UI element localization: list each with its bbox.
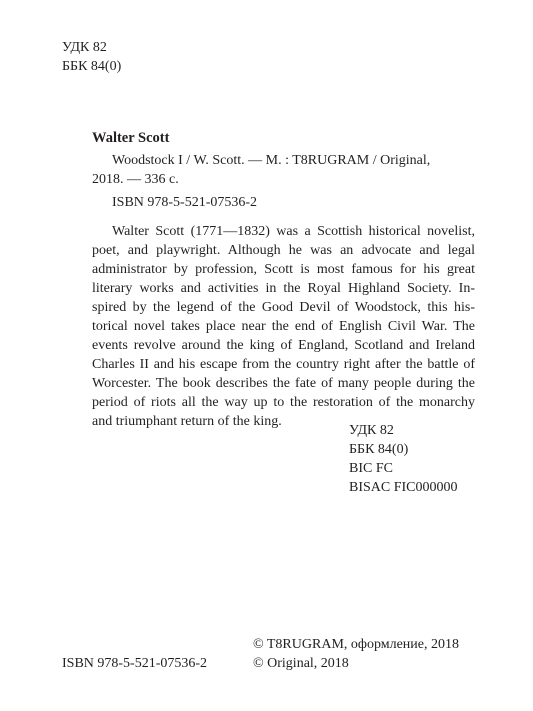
udk-code: УДК 82	[62, 40, 107, 55]
isbn: ISBN 978-5-521-07536-2	[112, 195, 258, 210]
copyright-line-1: © T8RUGRAM, оформление, 2018	[253, 637, 460, 652]
abstract-line: spired by the legend of the Good Devil of Woodstock, this his-	[92, 300, 475, 315]
bic-code: BIC FC	[349, 461, 393, 476]
abstract-line: events revolve around the king of England, Scotland and Ireland	[92, 338, 475, 353]
abstract-line: torical novel takes place near the end of English Civil War. The	[92, 319, 475, 334]
abstract	[92, 222, 475, 431]
abstract-line: and triumphant return of the king.	[92, 414, 282, 429]
isbn-footer: ISBN 978-5-521-07536-2	[62, 656, 208, 671]
abstract-line: poet, and playwright. Although he was an advocate and legal	[92, 243, 475, 258]
abstract-line: Walter Scott (1771—1832) was a Scottish historical novelist,	[112, 224, 475, 239]
abstract-line: administrator by profession, Scott is most famous for his great	[92, 262, 475, 277]
bibliographic-line-2: 2018. — 336 c.	[92, 172, 179, 187]
copyright-notices	[253, 635, 459, 673]
bibliographic-line-1: Woodstock I / W. Scott. — M. : T8RUGRAM / Original,	[112, 153, 431, 168]
abstract-line: period of riots all the way up to the restoration of the monarchy	[92, 395, 475, 410]
bbk-code: ББК 84(0)	[62, 59, 122, 74]
abstract-line: Worcester. The book describes the fate of many people during the	[92, 376, 475, 391]
copyright-line-2: © Original, 2018	[253, 656, 349, 671]
classification-codes-right	[349, 421, 458, 497]
abstract-line: literary works and activities in the Royal Highland Society. In-	[92, 281, 475, 296]
classification-codes-top	[62, 38, 121, 76]
abstract-line: Charles II and his escape from the country right after the battle of	[92, 357, 475, 372]
bisac-code: BISAC FIC000000	[349, 480, 458, 495]
author-name: Walter Scott	[92, 130, 170, 146]
bibliographic-record	[92, 151, 472, 189]
udk-code: УДК 82	[349, 423, 394, 438]
bbk-code: ББК 84(0)	[349, 442, 409, 457]
